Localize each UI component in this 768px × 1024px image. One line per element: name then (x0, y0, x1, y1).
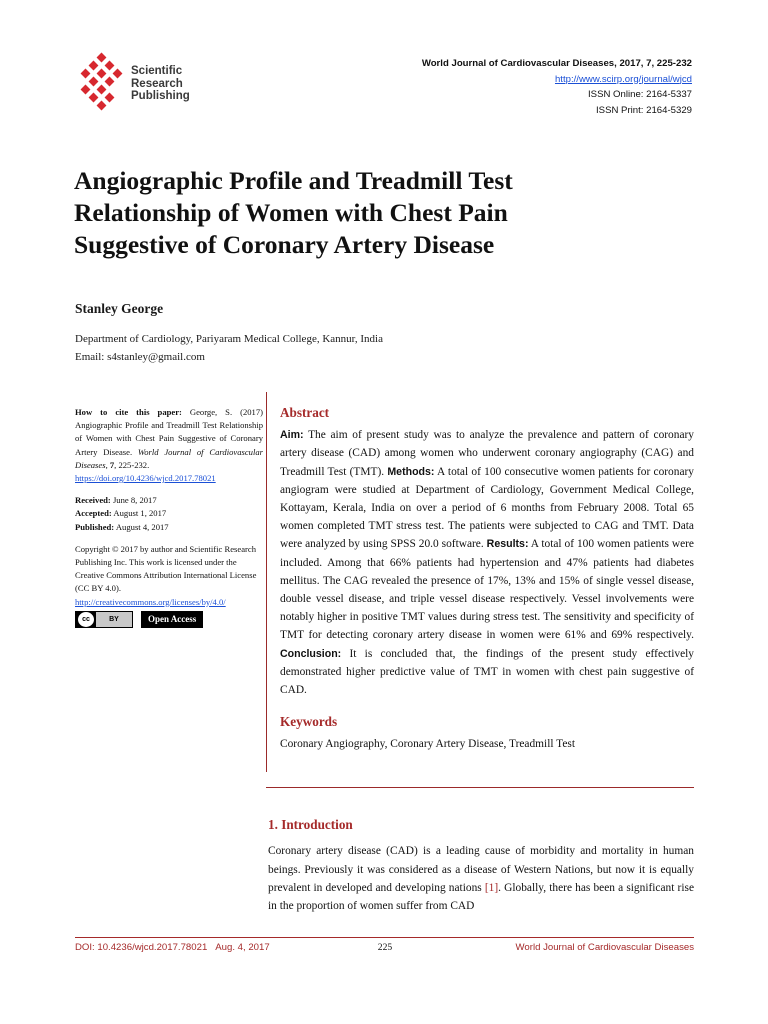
footer-doi-date (75, 942, 325, 953)
cite-volume: 7 (109, 459, 115, 470)
publisher-name (131, 65, 190, 103)
keywords-heading: Keywords (280, 714, 338, 730)
open-access-badge: Open Access (141, 611, 203, 628)
cite-journal: World Journal of Cardiovascular Diseases (75, 446, 263, 470)
introduction-section (268, 816, 694, 915)
abstract-section (280, 404, 694, 754)
intro-text-2: . Globally, there has been a significant rise in the proportion of women suffer from CAD (268, 881, 694, 913)
footer-doi: DOI: 10.4236/wjcd.2017.78021 (75, 942, 208, 953)
intro-text-1: Coronary artery disease (CAD) is a leading cause of morbidity and mortality in human beings. Previously it was considered as a disease of Western Nations, but now it is equally prevalent in developed and developing nations (268, 845, 694, 894)
section-divider (266, 787, 694, 788)
copyright-block (75, 543, 263, 609)
journal-citation: World Journal of Cardiovascular Diseases, 2017, 7, 225-232 (421, 58, 692, 69)
page-number: 225 (377, 942, 393, 953)
author-affiliation: Department of Cardiology, Pariyaram Medical College, Kannur, India (75, 333, 383, 345)
publisher-logo (76, 52, 206, 114)
publisher-name-line-2: Research (131, 77, 183, 90)
reference-link[interactable]: [1] (484, 881, 499, 894)
sidebar (75, 406, 263, 628)
cc-by-badge[interactable] (75, 611, 133, 628)
conclusion-label: Conclusion: (280, 647, 342, 660)
issn-online: ISSN Online: 2164-5337 (588, 89, 692, 100)
introduction-heading: 1. Introduction (268, 817, 353, 832)
journal-url-link[interactable]: http://www.scirp.org/journal/wjcd (554, 73, 692, 85)
aim-label: Aim: (280, 429, 304, 442)
license-badges (75, 611, 263, 628)
received-date (75, 494, 263, 507)
abstract-body (280, 426, 694, 699)
footer-date: Aug. 4, 2017 (215, 942, 270, 953)
journal-info (422, 56, 692, 118)
accepted-value: August 1, 2017 (111, 508, 167, 519)
paper-title-line-1: Angiographic Profile and Treadmill Test (74, 166, 513, 195)
page-footer (75, 937, 694, 953)
footer-journal: World Journal of Cardiovascular Diseases (515, 942, 694, 953)
conclusion-text: It is concluded that, the findings of the present study effectively demonstrated higher predictive value of TMT in women with chest pain suggestive of CAD. (280, 647, 694, 697)
received-label: Received: (75, 495, 111, 506)
dates-block (75, 494, 263, 534)
publisher-logo-mark (76, 52, 136, 112)
paper-title-line-3: Suggestive of Coronary Artery Disease (74, 230, 495, 259)
results-text: A total of 100 women patients were included. Among that 66% patients had hypertension and 47% patients had diabetes mellitus. The CAG revealed the presence of 17%, 13% and 15% of single vessel disease, double vessel disease, and triple vessel disease respectively. Vessel involvements were notably higher in positive TMT values during stress test. The sensitivity and specificity of TMT for detecting coronary artery disease in women were 61% and 69% respectively. (280, 538, 694, 642)
results-label: Results: (486, 538, 529, 551)
publisher-name-line-3: Publishing (131, 90, 190, 102)
keywords-text: Coronary Angiography, Coronary Artery Disease, Treadmill Test (280, 738, 575, 751)
abstract-heading: Abstract (280, 405, 330, 420)
methods-text: A total of 100 consecutive women patients for coronary angiogram were studied at Department of Cardiology, Government Medical College, Kottayam, Kerala, India on over a period of 6 months from February 2008. Total 65 women completed TMT stress test. The patients were subjected to CAG and TMT. Data were analyzed by using SPSS 20.0 software. (280, 465, 694, 551)
citation-block: How to cite this paper: George, S. (2017) Angiographic Profile and Treadmill Test Relationship of Women with Chest Pain Suggestive of Coronary Artery Disease. World Journal of Cardiovascular Diseases, 7, 225-232. https://doi.org/10.4236/wjcd.2017.78021 (75, 407, 263, 484)
copyright-text: Copyright © 2017 by author and Scientific Research Publishing Inc. This work is licensed under the Creative Commons Attribution International License (CC BY 4.0). (75, 543, 257, 594)
aim-text: The aim of present study was to analyze the prevalence and pattern of coronary artery disease (CAD) among women who underwent coronary angiography (CAG) and Treadmill Test (TMT). (280, 429, 694, 478)
accepted-label: Accepted: (75, 508, 112, 519)
methods-label: Methods: (387, 465, 435, 478)
license-link[interactable]: http://creativecommons.org/licenses/by/4.0/ (75, 596, 226, 607)
published-label: Published: (75, 521, 115, 532)
author-name: Stanley George (75, 301, 164, 316)
published-date (75, 521, 263, 534)
author-email: Email: s4stanley@gmail.com (75, 351, 205, 363)
paper-title (74, 165, 674, 261)
issn-print: ISSN Print: 2164-5329 (596, 104, 692, 116)
published-value: August 4, 2017 (114, 521, 169, 532)
column-divider (266, 392, 267, 772)
introduction-body (268, 842, 694, 915)
paper-title-line-2: Relationship of Women with Chest Pain (74, 198, 508, 227)
accepted-date (75, 507, 263, 520)
cite-doi-link[interactable]: https://doi.org/10.4236/wjcd.2017.78021 (75, 473, 216, 484)
cite-label: How to cite this paper: (75, 407, 182, 417)
publisher-name-line-1: Scientific (131, 65, 183, 77)
cite-pages: , 225-232. (114, 459, 150, 470)
received-value: June 8, 2017 (110, 495, 157, 506)
cc-icon: cc (78, 612, 94, 627)
by-icon: BY (96, 612, 132, 627)
cite-text: George, S. (2017) Angiographic Profile and Treadmill Test Relationship of Women with Chest Pain Suggestive of Coronary Artery Disease. (75, 407, 263, 457)
